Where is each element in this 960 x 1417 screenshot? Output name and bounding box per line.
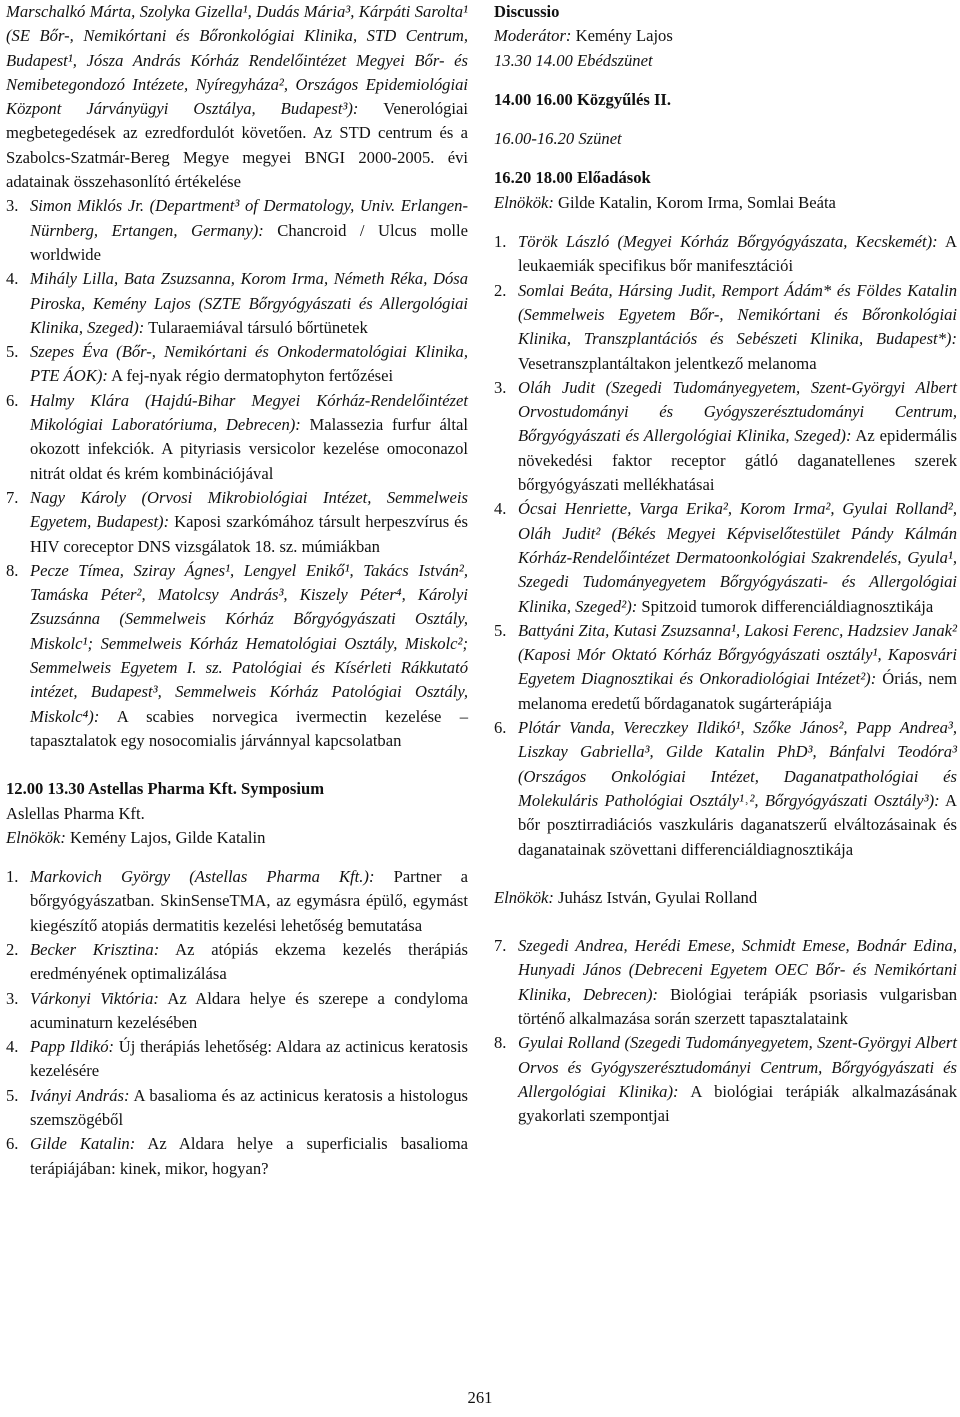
lecture-entry-2 xyxy=(494,279,957,376)
entry-number: 4. xyxy=(6,269,19,289)
entry-title: Venerológiai megbetegedések az ezredfordulót követően. Az STD centrum és a Szabolcs-Szatmár-Bereg Megye megyei BNGI 2000-2005. évi adatainak összehasonlító értékelése xyxy=(6,99,468,192)
lecture-entry-4 xyxy=(494,497,957,618)
entry-number: 2. xyxy=(6,939,19,959)
entry-title: Új therápiás lehetőség: Aldara az actinicus keratosis kezelésére xyxy=(30,1037,468,1081)
entry-authors: Gilde Katalin: xyxy=(30,1134,136,1154)
entry-number: 6. xyxy=(6,390,19,410)
program-entry-5 xyxy=(6,340,468,389)
symposium-chairs xyxy=(6,826,468,850)
entry-number: 5. xyxy=(6,1085,19,1105)
program-entry-3 xyxy=(6,194,468,267)
moderator-name: Kemény Lajos xyxy=(571,26,673,46)
lectures-chairs-2 xyxy=(494,886,957,910)
entry-title: Partner a bőrgyógyászatban. SkinSenseTMA, az egymásra épülő, egymást kiegészítő atopiás dermatitis kezelési lehetőség bemutatása xyxy=(30,867,468,935)
program-entry-4 xyxy=(6,267,468,340)
chairs-label: Elnökök: xyxy=(494,192,554,212)
entry-title: A fej-nyak régio dermatophyton fertőzései xyxy=(107,366,394,386)
entry-title: A bőr posztirradiációs vaszkuláris daganatszerű elváltozásainak és daganatainak szövettani differenciáldiagnosztikája xyxy=(518,790,958,859)
symposium-entry-5 xyxy=(6,1084,468,1133)
entry-authors: Ócsai Henriette, Varga Erika², Korom Irma², Gyulai Rolland², Oláh Judit² (Békés Megyei Képviselőtestület Pándy Kálmán Kórház-Rendelőintézet Dermatoonkológiai Szakrendelés, Gyula¹, Szegedi Tudományegyetem Bőrgyógyászati- és Allergológiai Klinika, Szeged²): xyxy=(518,499,957,616)
entry-authors: Iványi András: xyxy=(30,1085,130,1105)
entry-authors: Battyáni Zita, Kutasi Zsuzsanna¹, Lakosi Ferenc, Hadzsiev Janak² (Kaposi Mór Oktató Kórház Bőrgyógyászati osztály¹, Kaposvári Egyetem Diagnosztikai és Onkoradiológiai Intézet²): xyxy=(518,620,957,689)
program-entry-2 xyxy=(6,0,468,194)
entry-authors: Szegedi Andrea, Herédi Emese, Schmidt Emese, Bodnár Edina, Hunyadi János (Debreceni Egyetem OEC Bőr- és Nemikórtani Klinika, Debrecen): xyxy=(518,936,957,1004)
lectures-chairs xyxy=(494,191,957,215)
entry-title: A basalioma és az actinicus keratosis a histologus szemszögéből xyxy=(30,1085,468,1130)
chairs-label: Elnökök: xyxy=(6,827,66,847)
entry-authors: Szepes Éva (Bőr-, Nemikórtani és Onkodermatológiai Klinika, PTE ÁOK): xyxy=(30,342,468,386)
entry-authors: Somlai Beáta, Hársing Judit, Remport Ádám* és Földes Katalin (Semmelweis Egyetem Bőr-, Nemikórtani és Bőronkológiai Klinika, Transzplantációs és Sebészeti Klinika, Budapest*): xyxy=(518,280,957,349)
entry-authors: Halmy Klára (Hajdú-Bihar Megyei Kórház-Rendelőintézet Mikológiai Laboratóriuma, Debrecen): xyxy=(30,390,468,435)
lecture-entry-8 xyxy=(494,1031,957,1128)
entry-number: 1. xyxy=(6,867,19,887)
right-column xyxy=(494,0,957,1128)
entry-authors: Török László (Megyei Kórház Bőrgyógyászata, Kecskemét): xyxy=(518,232,938,252)
symposium-sponsor: Aslellas Pharma Kft. xyxy=(6,803,145,823)
program-entry-6 xyxy=(6,389,468,486)
entry-title: Biológiai terápiák psoriasis vulgarisban történő alkalmazása során szerzett tapasztalataink xyxy=(518,984,957,1028)
entry-number: 2. xyxy=(494,280,507,300)
lecture-entry-1 xyxy=(494,230,957,279)
entry-number: 6. xyxy=(6,1134,19,1154)
entry-number: 5. xyxy=(6,342,19,362)
entry-authors: Várkonyi Viktória: xyxy=(30,988,159,1008)
general-assembly: 14.00 16.00 Közgyűlés II. xyxy=(494,89,672,109)
entry-authors: Simon Miklós Jr. (Department³ of Dermatology, Univ. Erlangen-Nürnberg, Ertangen, Germany): xyxy=(30,196,468,240)
entry-title: Az epidermális növekedési faktor receptor gátló daganatellenes szerek bőrgyógyászati mellékhatásai xyxy=(518,426,958,495)
entry-number: 3. xyxy=(6,988,19,1008)
entry-number: 1. xyxy=(494,232,507,252)
entry-title: Óriás, nem melanoma eredetű bőrdaganatok sugárterápiája xyxy=(518,669,957,713)
entry-number: 7. xyxy=(6,487,19,507)
entry-authors: Nagy Károly (Orvosi Mikrobiológiai Intézet, Semmelweis Egyetem, Budapest): xyxy=(30,487,468,532)
chairs-names: Kemény Lajos, Gilde Katalin xyxy=(65,827,266,847)
entry-authors: Pecze Tímea, Sziray Ágnes¹, Lengyel Enikő¹, Takács István², Tamáska Péter², Matolcsy András³, Kiszely Péter⁴, Károlyi Zsuzsánna (Semmelweis Kórház Bőrgyógyászati Osztály, Miskolc¹; Semmelweis Kórház Hematológiai Osztály, Miskolc²; Semmelweis Egyetem I. sz. Patológiai és Kísérleti Rákkutató intézet, Budapest³, Semmelweis Kórház Patológiai Osztály, Miskolc⁴): xyxy=(30,560,468,726)
symposium-entry-4 xyxy=(6,1035,468,1084)
entry-number: 8. xyxy=(6,560,19,580)
entry-title: Kaposi szarkómához társult herpeszvírus és HIV coreceptor DNS vizsgálatok 18. sz. múmiákban xyxy=(30,512,469,556)
chairs-names: Juhász István, Gyulai Rolland xyxy=(553,887,758,907)
moderator-line xyxy=(494,24,957,48)
left-column xyxy=(6,0,468,1181)
entry-number: 3. xyxy=(494,377,507,397)
symposium-entry-2 xyxy=(6,938,468,987)
entry-authors: Plótár Vanda, Vereczkey Ildikó¹, Szőke János², Papp Andrea³, Liszkay Gabriella³, Gilde Katalin PhD³, Bánfalvi Teodóra³ (Országos Onkológiai Intézet, Daganatpathológiai és Molekuláris Pathológiai Osztály¹˒², Bőrgyógyászati Osztály³): xyxy=(518,718,957,810)
entry-number: 4. xyxy=(494,499,507,519)
moderator-label: Moderátor: xyxy=(494,26,572,46)
entry-title: A scabies norvegica ivermectin kezelése – tapasztalatok egy nosocomialis járvánnyal kapcsolatban xyxy=(30,706,468,750)
symposium-heading: 12.00 13.30 Astellas Pharma Kft. Symposium xyxy=(6,779,325,799)
lecture-entry-3 xyxy=(494,376,957,497)
entry-number: 3. xyxy=(6,196,19,216)
entry-authors: Marschalkó Márta, Szolyka Gizella¹, Dudás Mária³, Kárpáti Sarolta¹ (SE Bőr-, Nemikórtani és Bőronkológiai Klinika, STD Centrum, Budapest¹, Jósza András Kórház Rendelőintézet Megyei Bőr- és Nemibetegondozó Intézete, Nyíregyháza², Országos Epidemiológiai Központ Járványügyi Osztálya, Budapest³): xyxy=(6,2,468,119)
break-slot: 16.00-16.20 Szünet xyxy=(494,129,622,149)
chairs-names: Gilde Katalin, Korom Irma, Somlai Beáta xyxy=(553,192,836,212)
entry-number: 8. xyxy=(494,1033,507,1053)
symposium-entry-3 xyxy=(6,987,468,1036)
entry-authors: Becker Krisztina: xyxy=(30,939,160,959)
entry-authors: Markovich György (Astellas Pharma Kft.): xyxy=(30,867,375,887)
lecture-entry-5 xyxy=(494,619,957,716)
entry-title: A leukaemiák specifikus bőr manifesztációi xyxy=(518,232,957,276)
entry-number: 7. xyxy=(494,936,507,956)
entry-title: Spitzoid tumorok differenciáldiagnosztikája xyxy=(637,596,934,616)
entry-title: Az Aldara helye és szerepe a condyloma acuminaturn kezelésében xyxy=(30,988,468,1032)
entry-authors: Gyulai Rolland (Szegedi Tudományegyetem, Szent-Györgyi Albert Orvos és Gyógyszerésztudományi Centrum, Bőrgyógyászati és Allergológiai Klinika): xyxy=(518,1033,957,1101)
entry-title: Az Aldara helye a superficialis basalioma terápiájában: kinek, mikor, hogyan? xyxy=(30,1134,468,1178)
entry-authors: Oláh Judit (Szegedi Tudományegyetem, Szent-Györgyi Albert Orvostudományi és Gyógyszerésztudományi Centrum, Bőrgyógyászati és Allergológiai Klinika, Szeged): xyxy=(518,377,957,446)
entry-title: Vesetranszplantáltakon jelentkező melanoma xyxy=(518,353,817,373)
entry-authors: Papp Ildikó: xyxy=(30,1037,115,1057)
entry-title: A biológiai terápiák alkalmazásának gyakorlati szempontjai xyxy=(518,1081,957,1126)
entry-title: Az atópiás ekzema kezelés therápiás eredményének optimalizálása xyxy=(30,939,468,984)
program-entry-7 xyxy=(6,486,468,559)
lecture-entry-6 xyxy=(494,716,957,862)
entry-number: 5. xyxy=(494,620,507,640)
discussio-heading: Discussio xyxy=(494,2,560,21)
entry-title: Malassezia furfur által okozott infekciók. A pityriasis versicolor kezelése omoconazol nitrát oldat és krém kombinációjával xyxy=(30,415,469,483)
symposium-entry-1 xyxy=(6,865,468,938)
entry-title: Chancroid / Ulcus molle worldwide xyxy=(30,220,468,264)
entry-authors: Mihály Lilla, Bata Zsuzsanna, Korom Irma, Németh Réka, Dósa Piroska, Kemény Lajos (SZTE Bőrgyógyászati és Allergológiai Klinika, Szeged): xyxy=(30,269,468,337)
lecture-entry-7 xyxy=(494,934,957,1031)
entry-title: Tularaemiával társuló bőrtünetek xyxy=(144,317,368,337)
lectures-heading: 16.20 18.00 Előadások xyxy=(494,168,651,188)
page-number: 261 xyxy=(467,1388,493,1407)
chairs-label: Elnökök: xyxy=(494,887,554,907)
program-entry-8 xyxy=(6,559,468,753)
entry-number: 6. xyxy=(494,718,507,738)
entry-number: 4. xyxy=(6,1037,19,1057)
lunch-break: 13.30 14.00 Ebédszünet xyxy=(494,50,653,70)
symposium-entry-6 xyxy=(6,1132,468,1181)
